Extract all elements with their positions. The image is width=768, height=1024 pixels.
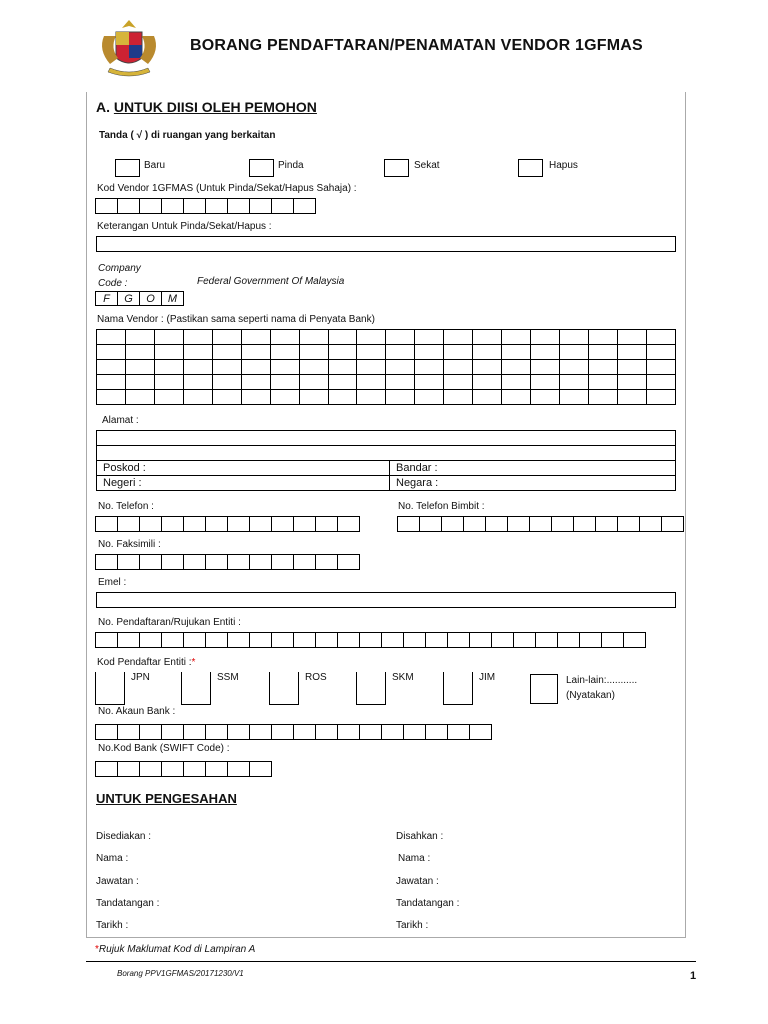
label-sekat: Sekat bbox=[414, 160, 440, 171]
kod-vendor-input[interactable] bbox=[96, 198, 316, 214]
checkbox-ros[interactable] bbox=[269, 672, 299, 705]
company-code-char: O bbox=[139, 291, 162, 306]
nama-vendor-grid[interactable] bbox=[96, 329, 676, 405]
checkbox-ssm[interactable] bbox=[181, 672, 211, 705]
label-ssm: SSM bbox=[217, 672, 239, 683]
kod-bank-input[interactable] bbox=[96, 761, 272, 777]
company-code-char: F bbox=[95, 291, 118, 306]
checkbox-hapus[interactable] bbox=[518, 159, 543, 177]
telefon-label: No. Telefon : bbox=[98, 501, 154, 512]
telefon-bimbit-input[interactable] bbox=[398, 516, 684, 532]
coat-of-arms-logo bbox=[96, 18, 162, 78]
checkbox-jim[interactable] bbox=[443, 672, 473, 705]
instruction-text: Tanda ( √ ) di ruangan yang berkaitan bbox=[99, 130, 276, 141]
disediakan-nama: Nama : bbox=[96, 853, 129, 865]
disediakan-jawatan: Jawatan : bbox=[96, 875, 139, 887]
disediakan-tandatangan: Tandatangan : bbox=[96, 897, 160, 909]
poskod-field[interactable]: Poskod : bbox=[97, 461, 390, 476]
disahkan-heading: Disahkan : bbox=[396, 831, 444, 842]
checkbox-lain-lain[interactable] bbox=[530, 674, 558, 704]
disahkan-jawatan: Jawatan : bbox=[396, 875, 439, 887]
kod-bank-label: No.Kod Bank (SWIFT Code) : bbox=[98, 743, 230, 754]
footnote-asterisk: * bbox=[95, 944, 99, 955]
checkbox-jpn[interactable] bbox=[95, 672, 125, 705]
telefon-bimbit-label: No. Telefon Bimbit : bbox=[398, 501, 485, 512]
negeri-field[interactable]: Negeri : bbox=[97, 476, 390, 491]
checkbox-baru[interactable] bbox=[115, 159, 140, 177]
telefon-input[interactable] bbox=[96, 516, 360, 532]
company-name: Federal Government Of Malaysia bbox=[197, 276, 345, 287]
keterangan-input[interactable] bbox=[96, 236, 676, 252]
alamat-label: Alamat : bbox=[102, 415, 139, 426]
emel-input[interactable] bbox=[96, 592, 676, 608]
company-code-label: Company Code : bbox=[98, 263, 141, 289]
label-skm: SKM bbox=[392, 672, 414, 683]
alamat-line-1[interactable] bbox=[96, 430, 676, 446]
label-baru: Baru bbox=[144, 160, 166, 171]
negara-field[interactable]: Negara : bbox=[390, 476, 676, 491]
bottom-rule bbox=[86, 937, 685, 938]
disahkan-tarikh: Tarikh : bbox=[396, 920, 429, 932]
akaun-bank-label: No. Akaun Bank : bbox=[98, 706, 176, 717]
company-code-boxes bbox=[96, 291, 184, 306]
footnote: *Rujuk Maklumat Kod di Lampiran A bbox=[95, 944, 256, 955]
label-pinda: Pinda bbox=[278, 160, 304, 171]
label-jpn: JPN bbox=[131, 672, 150, 683]
form-title: BORANG PENDAFTARAN/PENAMATAN VENDOR 1GFMAS bbox=[190, 37, 643, 54]
emel-label: Emel : bbox=[98, 577, 127, 588]
label-hapus: Hapus bbox=[549, 160, 578, 171]
required-asterisk: * bbox=[191, 657, 196, 668]
checkbox-skm[interactable] bbox=[356, 672, 386, 705]
keterangan-label: Keterangan Untuk Pinda/Sekat/Hapus : bbox=[97, 221, 272, 232]
section-a-heading: A. UNTUK DIISI OLEH PEMOHON bbox=[96, 99, 317, 115]
disahkan-nama: Nama : bbox=[398, 853, 431, 865]
checkbox-pinda[interactable] bbox=[249, 159, 274, 177]
label-lain-lain: Lain-lain:........... bbox=[566, 675, 638, 686]
disediakan-tarikh: Tarikh : bbox=[96, 920, 129, 932]
pengesahan-heading: UNTUK PENGESAHAN bbox=[96, 791, 237, 806]
page-number: 1 bbox=[690, 970, 697, 982]
form-frame bbox=[86, 92, 686, 938]
address-table bbox=[96, 460, 676, 491]
kod-pendaftar-label: Kod Pendaftar Entiti :* bbox=[97, 657, 196, 668]
disahkan-tandatangan: Tandatangan : bbox=[396, 897, 460, 909]
kod-vendor-label: Kod Vendor 1GFMAS (Untuk Pinda/Sekat/Hapus Sahaja) : bbox=[97, 183, 357, 194]
pendaftaran-label: No. Pendaftaran/Rujukan Entiti : bbox=[98, 617, 241, 628]
label-jim: JIM bbox=[479, 672, 496, 683]
company-code-char: M bbox=[161, 291, 184, 306]
disediakan-block bbox=[96, 826, 159, 937]
label-nyatakan: (Nyatakan) bbox=[566, 690, 615, 701]
faksimili-input[interactable] bbox=[96, 554, 360, 570]
label-ros: ROS bbox=[305, 672, 327, 683]
disahkan-block bbox=[396, 826, 459, 937]
checkbox-sekat[interactable] bbox=[384, 159, 409, 177]
nama-vendor-label: Nama Vendor : (Pastikan sama seperti nama di Penyata Bank) bbox=[97, 314, 375, 325]
alamat-line-2[interactable] bbox=[96, 445, 676, 461]
faksimili-label: No. Faksimili : bbox=[98, 539, 161, 550]
form-reference: Borang PPV1GFMAS/20171230/V1 bbox=[117, 969, 244, 978]
bandar-field[interactable]: Bandar : bbox=[390, 461, 676, 476]
pendaftaran-input[interactable] bbox=[96, 632, 646, 648]
company-code-char: G bbox=[117, 291, 140, 306]
footer-rule bbox=[86, 961, 696, 962]
akaun-bank-input[interactable] bbox=[96, 724, 492, 740]
disediakan-heading: Disediakan : bbox=[96, 831, 152, 842]
